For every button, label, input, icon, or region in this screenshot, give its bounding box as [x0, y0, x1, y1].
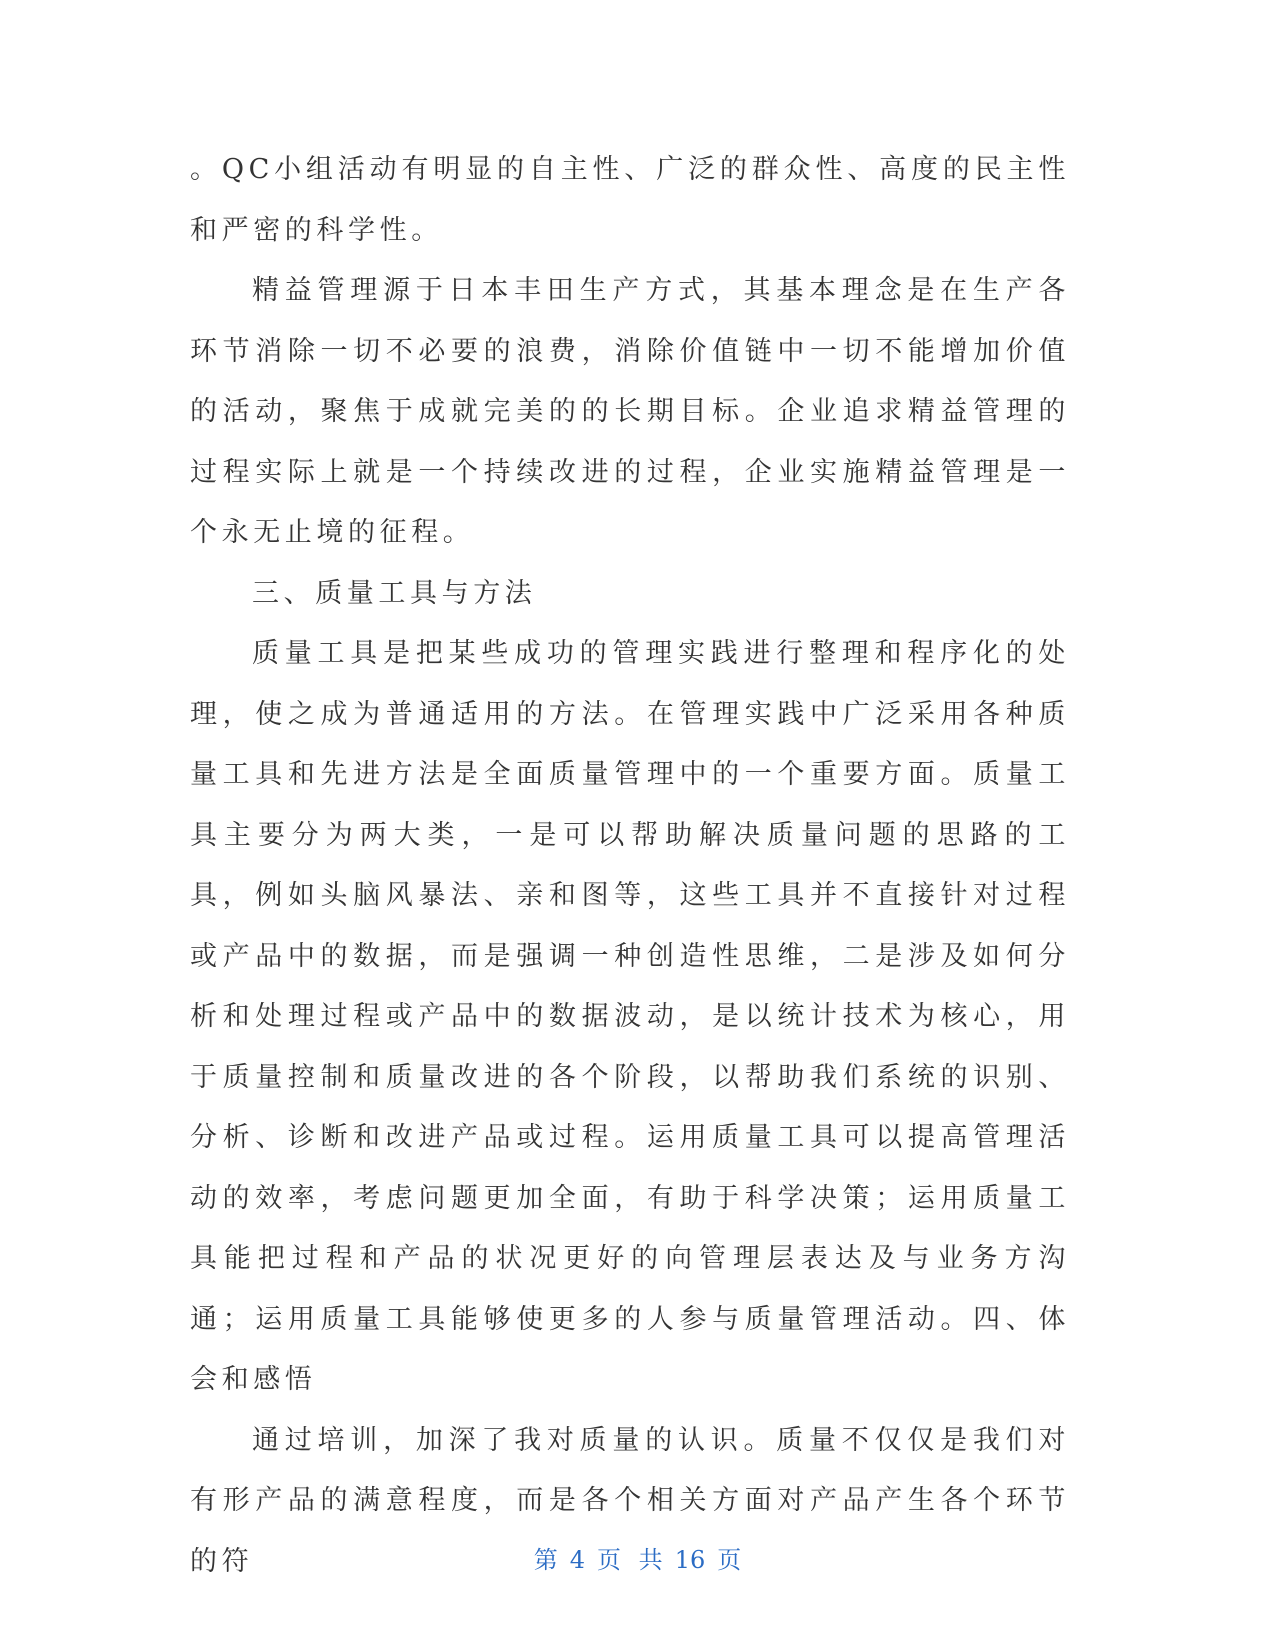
footer-total-pages: 16	[674, 1546, 706, 1574]
paragraph-training-reflection: 通过培训，加深了我对质量的认识。质量不仅仅是我们对有形产品的满意程度，而是各个相关方面对产品产生各个环节的符	[190, 1424, 1070, 1577]
footer-middle: 页 共	[597, 1546, 663, 1574]
footer-suffix: 页	[717, 1546, 742, 1574]
paragraph-quality-tools: 质量工具是把某些成功的管理实践进行整理和程序化的处理，使之成为普通适用的方法。在管理实践中广泛采用各种质量工具和先进方法是全面质量管理中的一个重要方面。质量工具主要分为两大类，一是可以帮助解决质量问题的思路的工具，例如头脑风暴法、亲和图等，这些工具并不直接针对过程或产品中的数据，而是强调一种创造性思维，二是涉及如何分析和处理过程或产品中的数据波动，是以统计技术为核心，用于质量控制和质量改进的各个阶段，以帮助我们系统的识别、分析、诊断和改进产品或过程。运用质量工具可以提高管理活动的效率，考虑问题更加全面，有助于科学决策；运用质量工具能把过程和产品的状况更好的向管理层表达及与业务方沟通；运用质量工具能够使更多的人参与质量管理活动。四、体会和感悟	[190, 638, 1070, 1395]
section-heading-quality-tools: 三、质量工具与方法	[252, 577, 537, 609]
page-footer	[0, 1540, 1275, 1575]
paragraph-lean-management: 精益管理源于日本丰田生产方式，其基本理念是在生产各环节消除一切不必要的浪费，消除价值链中一切不能增加价值的活动，聚焦于成就完美的的长期目标。企业追求精益管理的过程实际上就是一个持续改进的过程，企业实施精益管理是一个永无止境的征程。	[190, 275, 1070, 548]
document-body	[190, 140, 1070, 1592]
footer-page-number: 4	[569, 1546, 586, 1574]
footer-prefix: 第	[533, 1546, 558, 1574]
paragraph-qc-group: 。QC小组活动有明显的自主性、广泛的群众性、高度的民主性和严密的科学性。	[190, 154, 1070, 246]
